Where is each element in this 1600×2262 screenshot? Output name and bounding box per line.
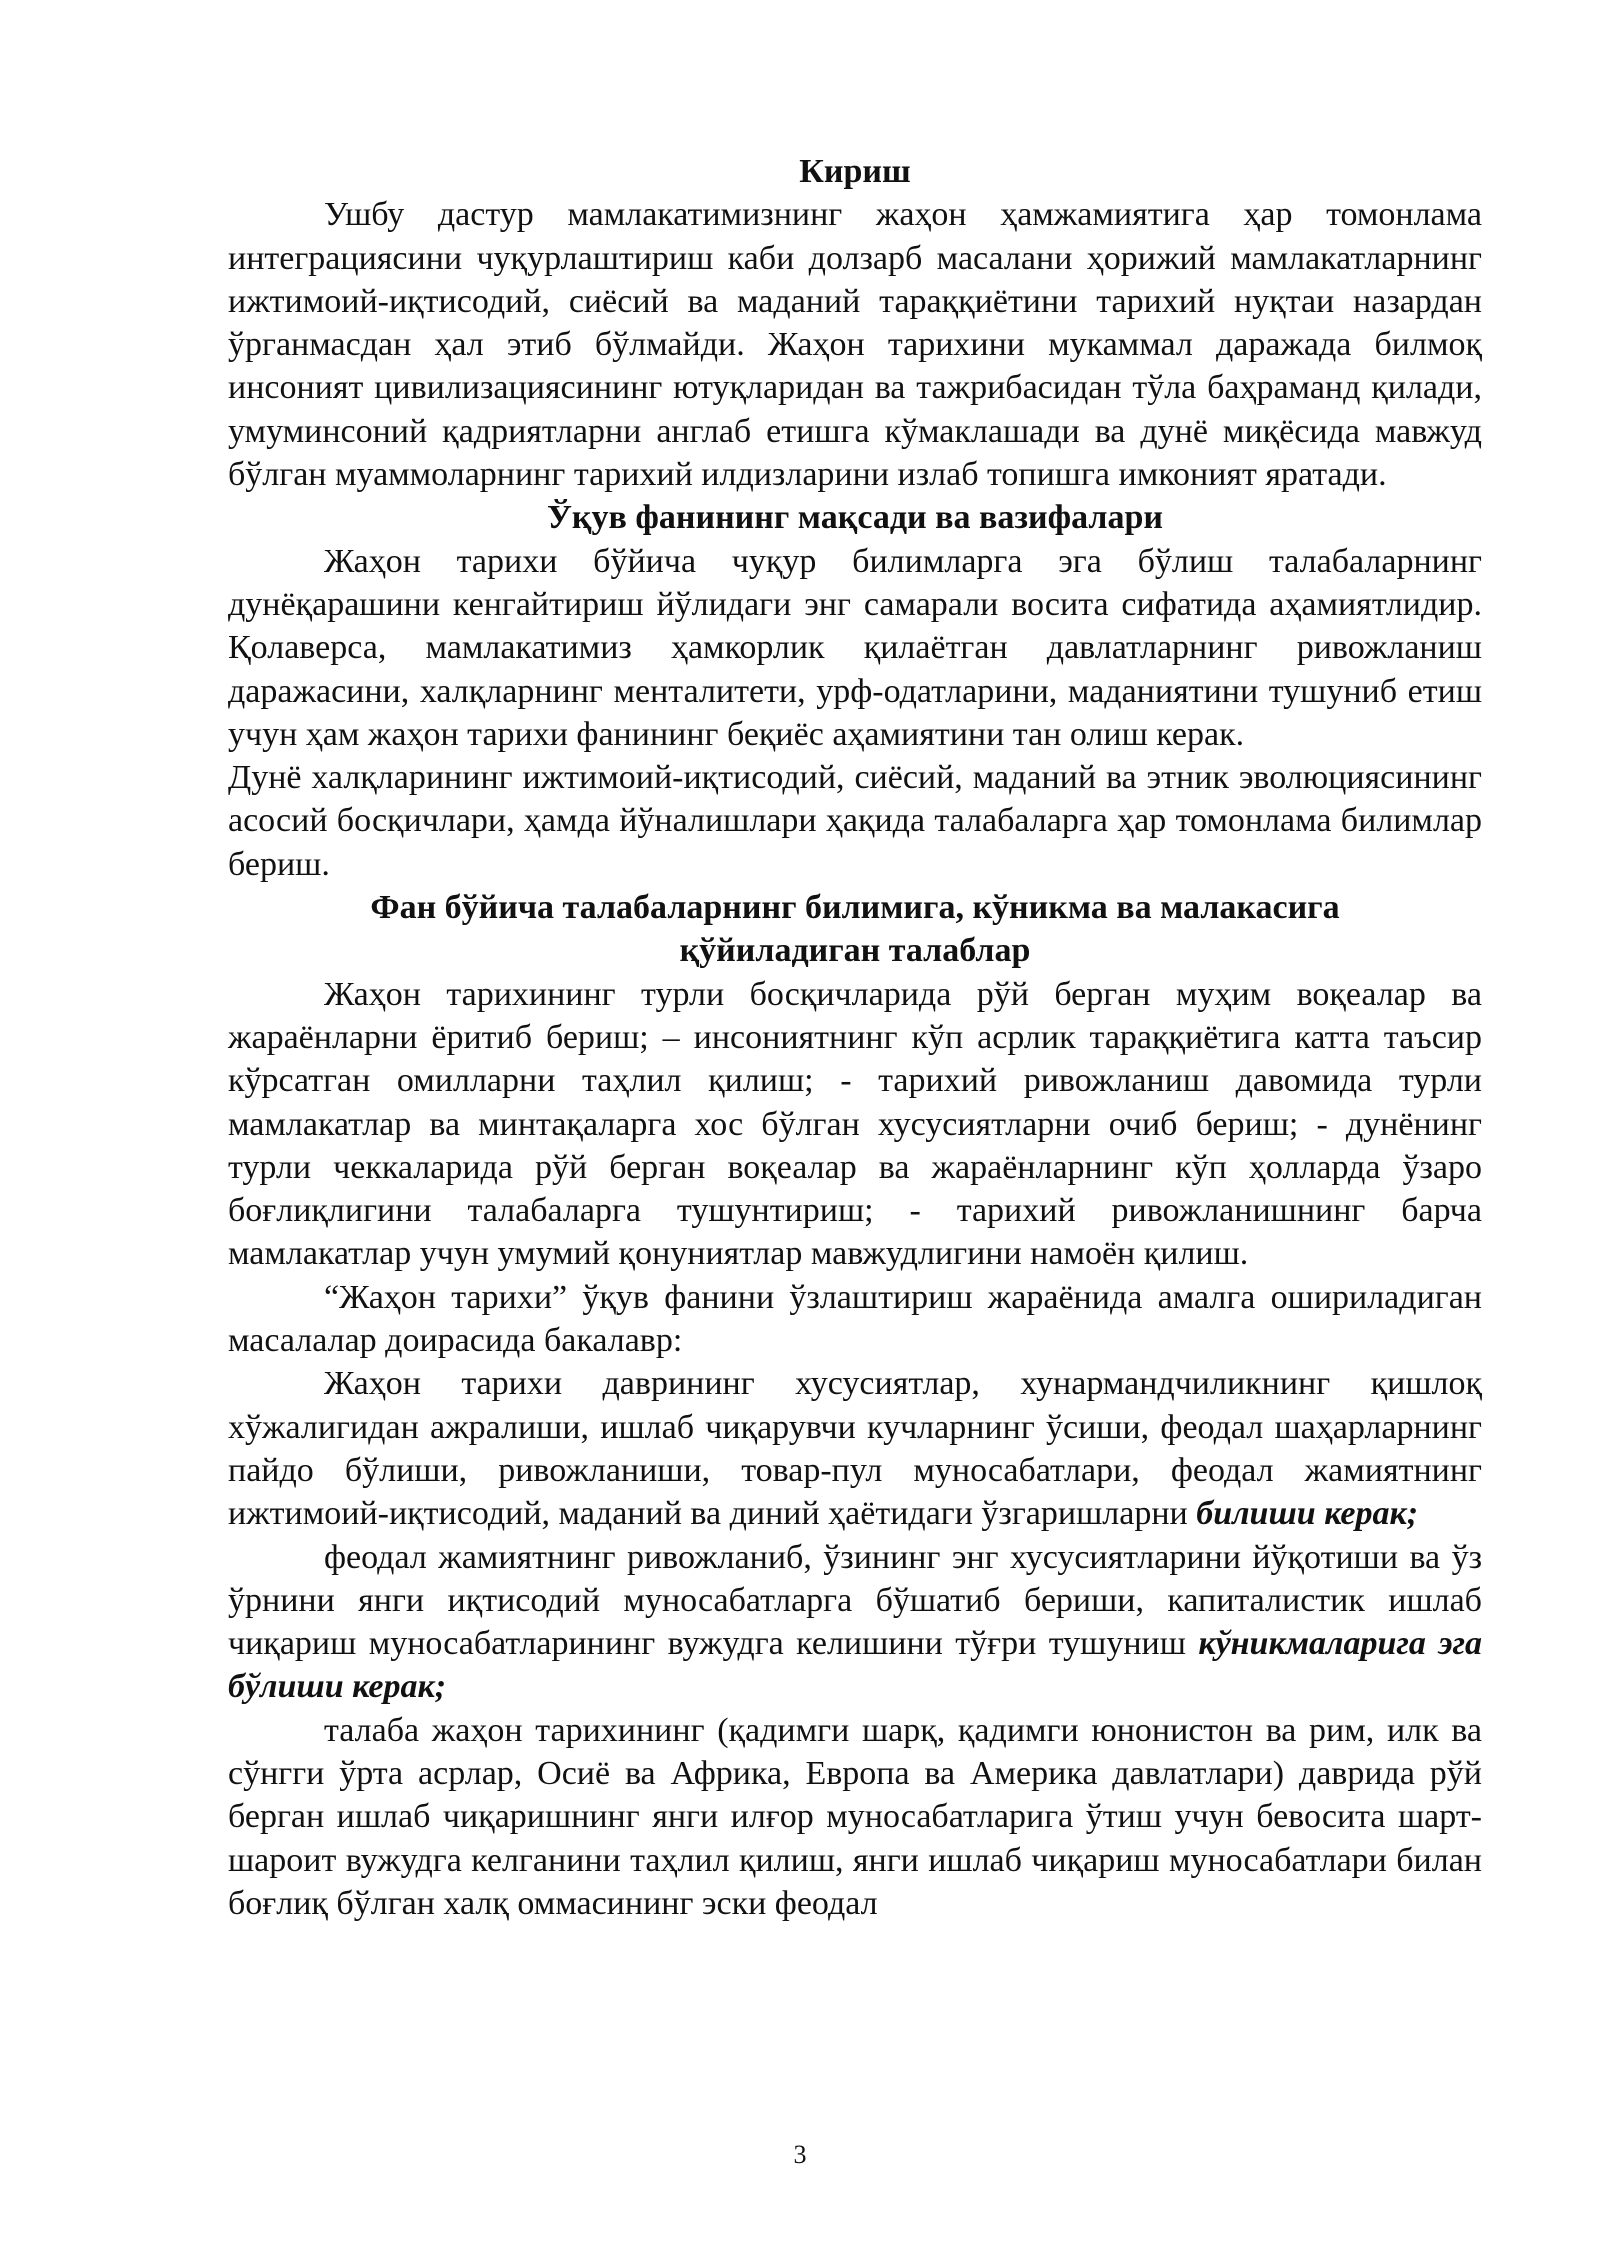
- requirements-paragraph-4: [228, 1536, 1482, 1709]
- goals-paragraph-2: Дунё халқларининг ижтимоий-иқтисодий, сиёсий, маданий ва этник эволюциясининг асосий босқичлари, ҳамда йўналишлари ҳақида талабаларга ҳар томонлама билимлар бериш.: [228, 759, 1482, 883]
- goals-heading: Ўқув фанининг мақсади ва вазифалари: [546, 499, 1163, 537]
- goals-paragraph-1: Жаҳон тарихи бўйича чуқур билимларга эга бўлиш талабаларнинг дунёқарашини кенгайтириш йўлидаги энг самарали восита сифатида аҳамиятлидир. Қолаверса, мамлакатимиз ҳамкорлик қилаётган давлатларнинг ривожланиш даражасини, халқларнинг менталитети, урф-одатларини, маданиятини тушуниб етиш учун ҳам жаҳон тарихи фанининг беқиёс аҳамиятини тан олиш керак.: [228, 542, 1482, 753]
- requirements-heading-line-1: Фан бўйича талабаларнинг билимига, кўникма ва малакасига: [370, 889, 1340, 927]
- requirements-paragraph-3: [228, 1362, 1482, 1535]
- intro-heading: Кириш: [799, 153, 911, 190]
- requirements-paragraph-1: Жаҳон тарихининг турли босқичларида рўй берган муҳим воқеалар ва жараёнларни ёритиб бериш; – инсониятнинг кўп асрлик тараққиётига катта таъсир кўрсатган омилларни таҳлил қилиш; - тарихий ривожланиш давомида турли мамлакатлар ва минтақаларга хос бўлган хусусиятларни очиб бериш; - дунёнинг турли чеккаларида рўй берган воқеалар ва жараёнларнинг кўп ҳолларда ўзаро боғлиқлигини талабаларга тушунтириш; - тарихий ривожланишнинг барча мамлакатлар учун умумий қонуниятлар мавжудлигини намоён қилиш.: [228, 975, 1482, 1273]
- requirements-paragraph-2: “Жаҳон тарихи” ўқув фанини ўзлаштириш жараёнида амалга ошириладиган масалалар доирасида бакалавр:: [228, 1278, 1482, 1360]
- page-number: 3: [793, 2140, 807, 2169]
- requirements-paragraph-5: талаба жаҳон тарихининг (қадимги шарқ, қадимги юнонистон ва рим, илк ва сўнгги ўрта асрлар, Осиё ва Африка, Европа ва Америка давлатлари) даврида рўй берган ишлаб чиқаришнинг янги илғор муносабатларига ўтиш учун бевосита шарт-шароит вужудга келганини таҳлил қилиш, янги ишлаб чиқариш муносабатлари билан боғлиқ бўлган халқ оммасининг эски феодал: [228, 1711, 1482, 1922]
- requirements-paragraph-4-emphasis: кўникмаларига эга бўлиши керак;: [228, 1625, 1482, 1706]
- requirements-paragraph-3-text: Жаҳон тарихи даврининг хусусиятлар, хунармандчиликнинг қишлоқ хўжалигидан ажралиши, ишлаб чиқарувчи кучларнинг ўсиши, феодал шаҳарларнинг пайдо бўлиши, ривожланиши, товар-пул муносабатлари, феодал жамиятнинг ижтимоий-иқтисодий, маданий ва диний ҳаётидаги ўзгаришларни: [228, 1365, 1482, 1533]
- requirements-heading-line-2: қўйиладиган талаблар: [679, 932, 1031, 970]
- intro-paragraph: Ушбу дастур мамлакатимизнинг жаҳон ҳамжамиятига ҳар томонлама интеграциясини чуқурлаштириш каби долзарб масалани ҳорижий мамлакатларнинг ижтимоий-иқтисодий, сиёсий ва маданий тараққиётини тарихий нуқтаи назардан ўрганмасдан ҳал этиб бўлмайди. Жаҳон тарихини мукаммал даражада билмоқ инсоният цивилизациясининг ютуқларидан ва тажрибасидан тўла баҳраманд қилади, умуминсоний қадриятларни англаб етишга кўмаклашади ва дунё миқёсида мавжуд бўлган муаммоларнинг тарихий илдизларини излаб топишга имконият яратади.: [228, 196, 1482, 494]
- requirements-paragraph-4-text: феодал жамиятнинг ривожланиб, ўзининг энг хусусиятларини йўқотиши ва ўз ўрнини янги иқтисодий муносабатларга бўшатиб бериши, капиталистик ишлаб чиқариш муносабатларининг вужудга келишини тўғри тушуниш: [228, 1538, 1482, 1663]
- requirements-paragraph-3-emphasis: билиши керак;: [1196, 1495, 1419, 1533]
- document-page: [228, 150, 1482, 1925]
